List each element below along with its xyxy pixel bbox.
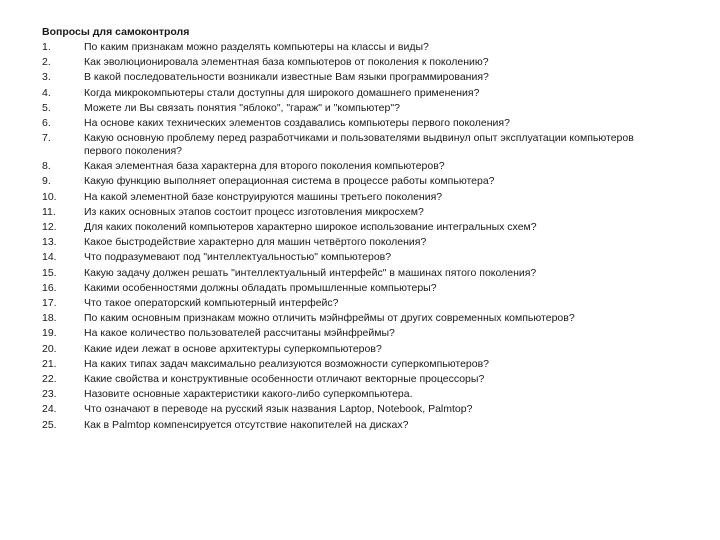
question-item bbox=[42, 174, 702, 189]
question-text: Что означают в переводе на русский язык названия Laptop, Notebook, Palmtop? bbox=[84, 403, 473, 416]
question-list bbox=[42, 40, 702, 433]
question-number: 1. bbox=[42, 41, 51, 53]
question-number: 16. bbox=[42, 281, 57, 294]
question-number: 6. bbox=[42, 117, 51, 130]
question-text: Какое быстродействие характерно для машин четвёртого поколения? bbox=[84, 236, 427, 249]
question-item bbox=[42, 190, 702, 205]
question-text: Для каких поколений компьютеров характерно широкое использование интегральных схем? bbox=[84, 221, 537, 234]
question-item bbox=[42, 205, 702, 220]
question-item bbox=[42, 372, 702, 387]
question-number: 11. bbox=[42, 205, 56, 218]
question-item bbox=[42, 159, 702, 174]
question-number: 8. bbox=[42, 160, 51, 173]
question-text: Что подразумевают под "интеллектуальностью" компьютеров? bbox=[84, 251, 392, 264]
question-text: Можете ли Вы связать понятия "яблоко", "гараж" и "компьютер"? bbox=[84, 101, 400, 114]
question-text: Назовите основные характеристики какого-либо суперкомпьютера. bbox=[84, 388, 413, 401]
question-item bbox=[42, 40, 702, 55]
question-number: 25. bbox=[42, 418, 57, 431]
question-text: На основе каких технических элементов создавались компьютеры первого поколения? bbox=[84, 117, 510, 130]
question-number: 10. bbox=[42, 190, 57, 203]
question-number: 17. bbox=[42, 297, 57, 310]
question-item bbox=[42, 418, 702, 433]
question-item bbox=[42, 116, 702, 131]
question-number: 23. bbox=[42, 388, 57, 401]
question-item bbox=[42, 266, 702, 281]
question-item bbox=[42, 387, 702, 402]
question-text: Что такое операторский компьютерный интерфейс? bbox=[84, 297, 339, 310]
question-number: 2. bbox=[42, 56, 51, 69]
question-number: 4. bbox=[42, 86, 51, 99]
question-number: 19. bbox=[42, 327, 57, 340]
question-text: На какое количество пользователей рассчитаны мэйнфреймы? bbox=[84, 327, 395, 340]
question-text: Когда микрокомпьютеры стали доступны для широкого домашнего применения? bbox=[84, 86, 480, 99]
question-item bbox=[42, 131, 702, 159]
question-text: Какую основную проблему перед разработчиками и пользователями выдвинул опыт эксплуатации компьютеров первого поколения? bbox=[84, 132, 634, 157]
question-item bbox=[42, 250, 702, 265]
question-item bbox=[42, 357, 702, 372]
question-number: 3. bbox=[42, 71, 51, 84]
question-text: Какая элементная база характерна для второго поколения компьютеров? bbox=[84, 160, 445, 173]
document-title: Вопросы для самоконтроля bbox=[42, 26, 190, 38]
question-item bbox=[42, 86, 702, 101]
question-item bbox=[42, 220, 702, 235]
document-body bbox=[42, 25, 702, 433]
question-text: Как эволюционировала элементная база компьютеров от поколения к поколению? bbox=[84, 56, 489, 69]
question-text: По каким признакам можно разделять компьютеры на классы и виды? bbox=[84, 41, 429, 53]
question-item bbox=[42, 311, 702, 326]
question-item bbox=[42, 342, 702, 357]
question-number: 13. bbox=[42, 236, 57, 249]
question-item bbox=[42, 296, 702, 311]
question-number: 12. bbox=[42, 221, 57, 234]
question-item bbox=[42, 281, 702, 296]
question-item bbox=[42, 101, 702, 116]
question-number: 24. bbox=[42, 403, 57, 416]
question-text: Какие идеи лежат в основе архитектуры суперкомпьютеров? bbox=[84, 342, 382, 355]
question-number: 14. bbox=[42, 251, 57, 264]
question-item bbox=[42, 326, 702, 341]
question-number: 20. bbox=[42, 342, 57, 355]
question-text: Из каких основных этапов состоит процесс изготовления микросхем? bbox=[84, 205, 424, 218]
question-text: В какой последовательности возникали известные Вам языки программирования? bbox=[84, 71, 489, 84]
question-number: 9. bbox=[42, 175, 51, 188]
question-number: 5. bbox=[42, 101, 51, 114]
question-text: Как в Palmtop компенсируется отсутствие накопителей на дисках? bbox=[84, 418, 409, 431]
question-item bbox=[42, 55, 702, 70]
question-item bbox=[42, 70, 702, 85]
question-number: 15. bbox=[42, 266, 57, 279]
question-text: Какими особенностями должны обладать промышленные компьютеры? bbox=[84, 281, 437, 294]
question-item bbox=[42, 402, 702, 417]
question-text: Какую функцию выполняет операционная система в процессе работы компьютера? bbox=[84, 175, 495, 188]
question-item bbox=[42, 235, 702, 250]
question-text: На каких типах задач максимально реализуются возможности суперкомпьютеров? bbox=[84, 357, 490, 370]
question-text: По каким основным признакам можно отличить мэйнфреймы от других современных компьютеров? bbox=[84, 312, 575, 325]
question-number: 18. bbox=[42, 312, 57, 325]
question-number: 7. bbox=[42, 132, 51, 145]
question-number: 22. bbox=[42, 373, 57, 386]
question-number: 21. bbox=[42, 357, 57, 370]
question-text: Какие свойства и конструктивные особенности отличают векторные процессоры? bbox=[84, 373, 485, 386]
question-text: На какой элементной базе конструируются машины третьего поколения? bbox=[84, 190, 443, 203]
question-text: Какую задачу должен решать "интеллектуальный интерфейс" в машинах пятого поколения? bbox=[84, 266, 537, 279]
